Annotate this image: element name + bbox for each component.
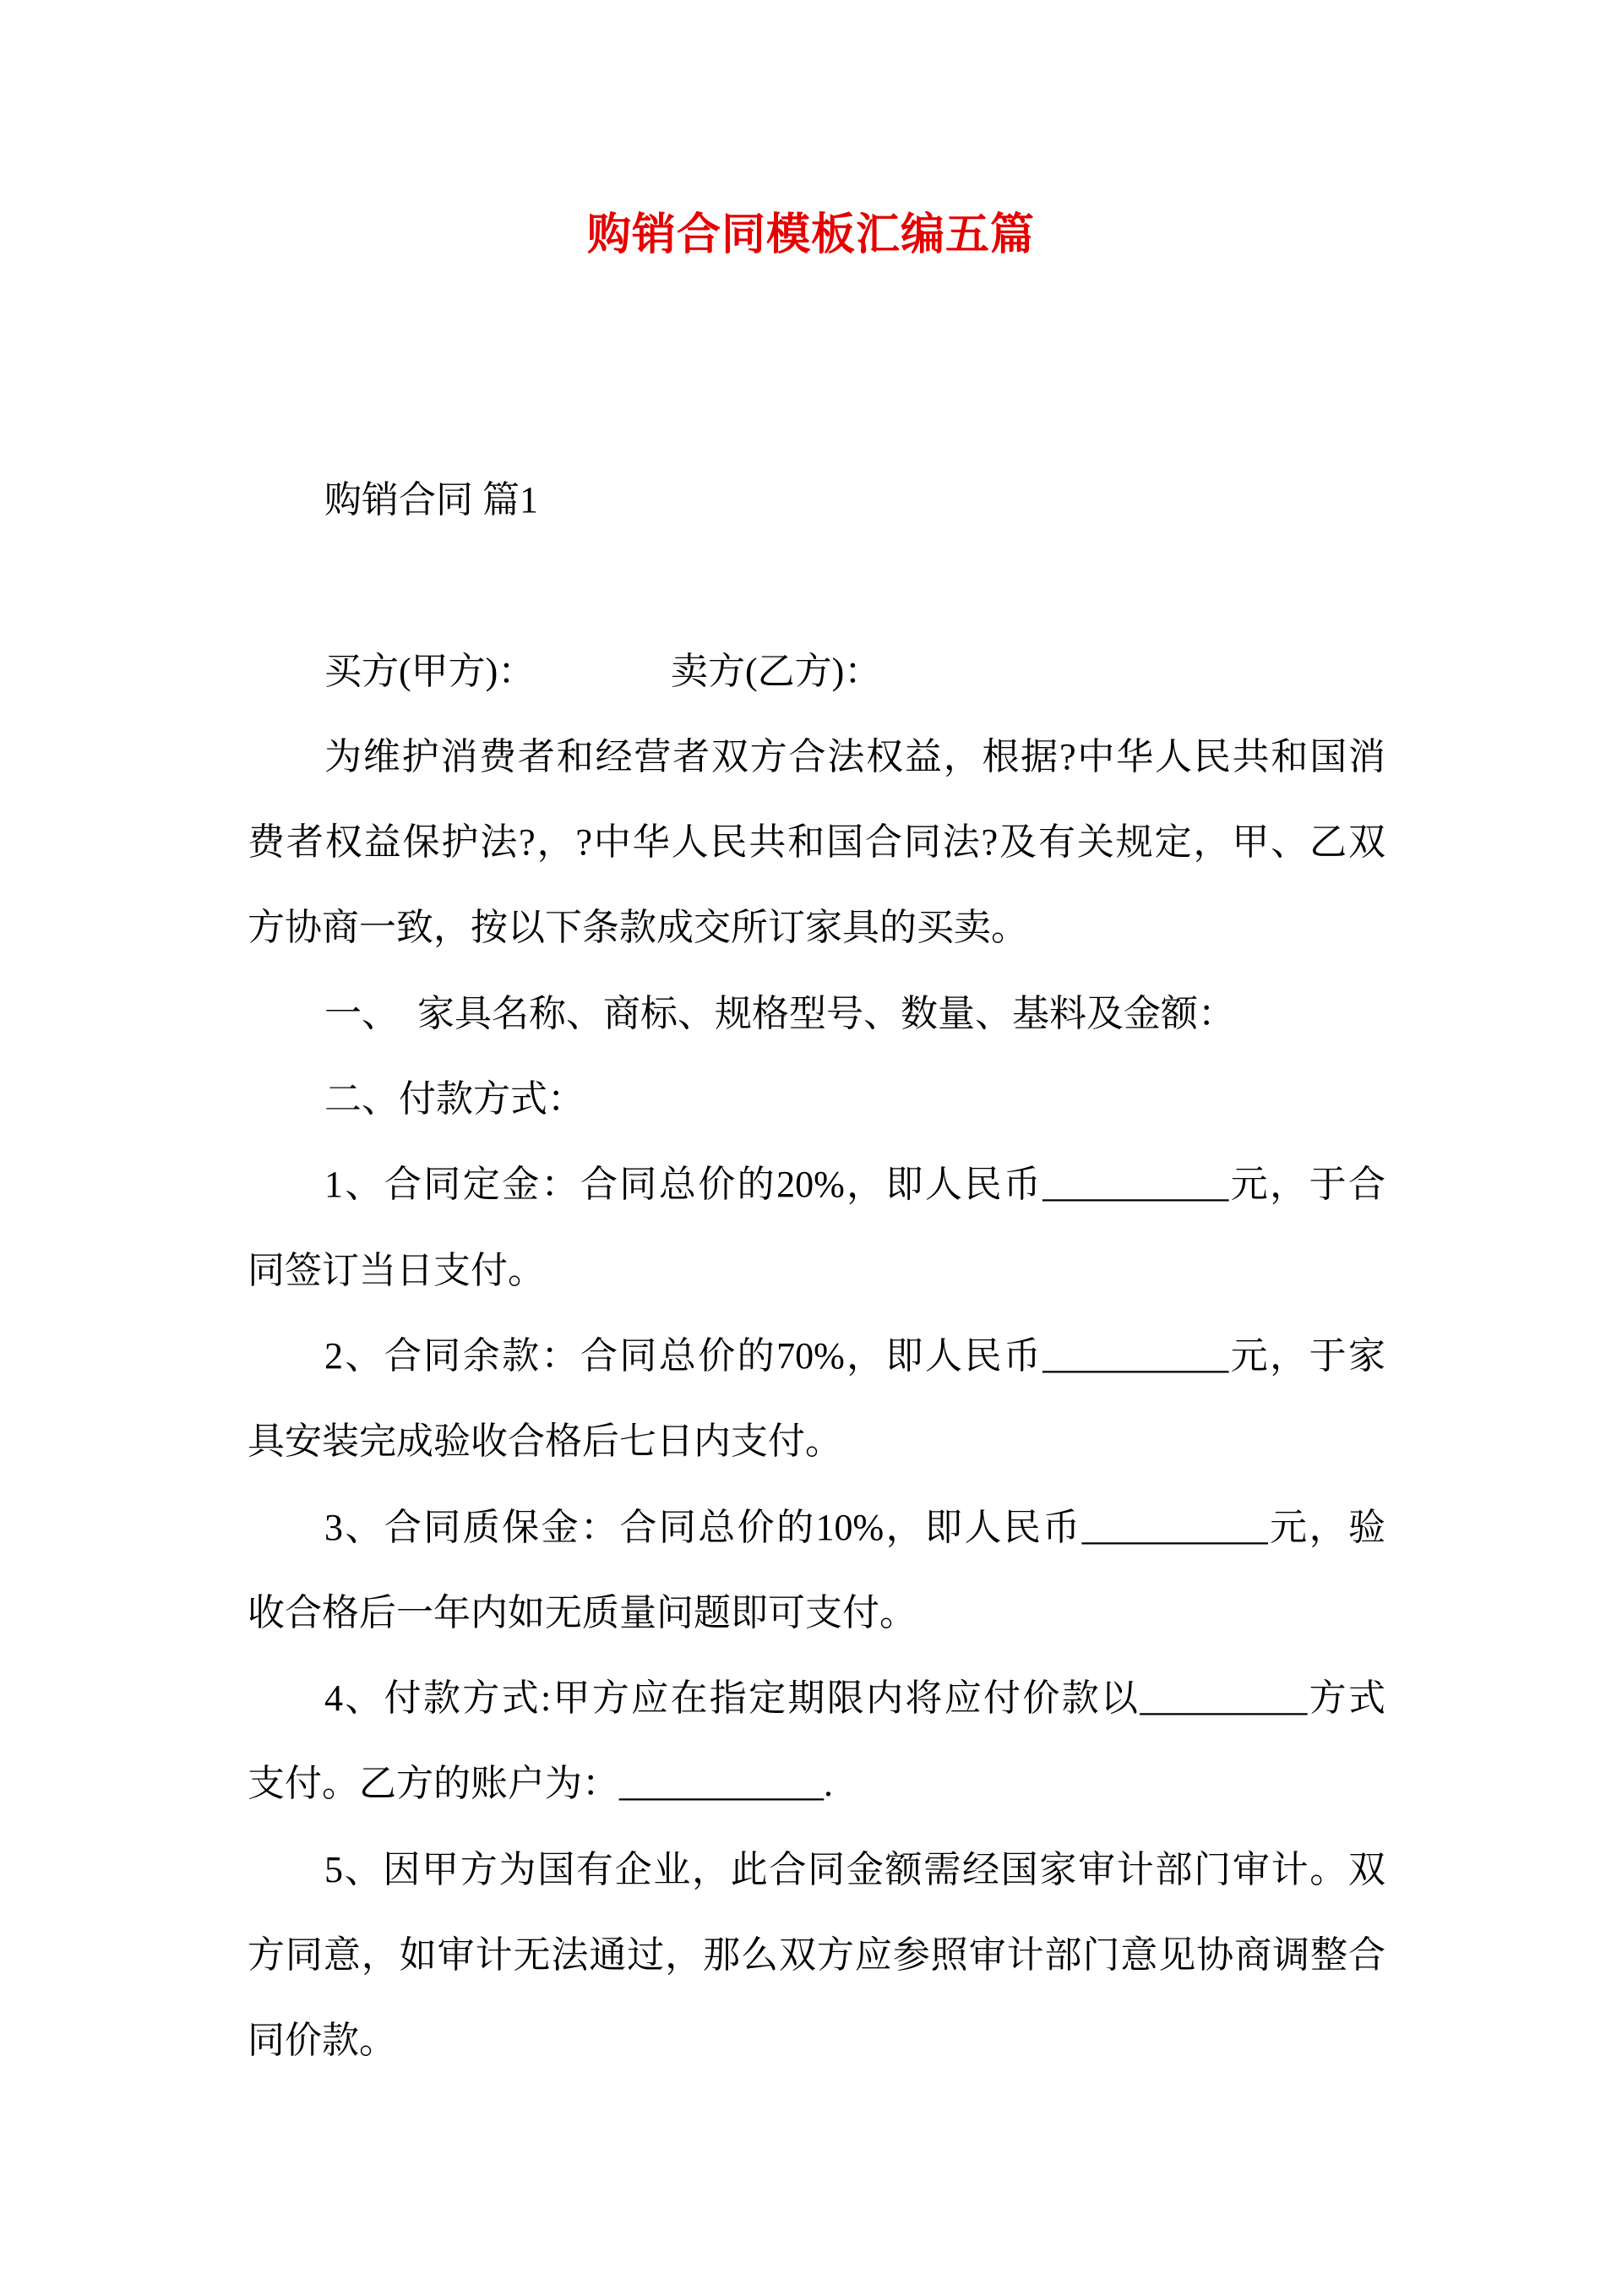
paragraph-line: 同签订当日支付。	[248, 1249, 545, 1291]
paragraph-line: 4、付款方式:甲方应在指定期限内将应付价款以_________方式	[324, 1677, 1385, 1720]
paragraph-line: 2、合同余款：合同总价的70%，即人民币__________元，于家	[324, 1334, 1385, 1377]
paragraph-line: 一、 家具名称、商标、规格型号、数量、基料及金额：	[324, 992, 1235, 1034]
paragraph-line: 同价款。	[248, 2020, 396, 2062]
document-body	[248, 457, 1385, 2084]
paragraph-line: 3、合同质保金：合同总价的10%，即人民币__________元，验	[324, 1506, 1385, 1548]
paragraph-line: 二、付款方式：	[324, 1078, 585, 1121]
parties-line	[248, 629, 1385, 714]
payment-item-1	[248, 1142, 1385, 1313]
payment-item-5	[248, 1827, 1385, 2084]
paragraph-preamble	[248, 714, 1385, 971]
paragraph-line: 收合格后一年内如无质量问题即可支付。	[248, 1591, 917, 1633]
clause-two	[248, 1056, 1385, 1142]
seller-label: 卖方(乙方)：	[671, 650, 882, 692]
paragraph-line: 方协商一致，按以下条款成交所订家具的买卖。	[248, 907, 1028, 949]
clause-one	[248, 971, 1385, 1056]
payment-item-2	[248, 1313, 1385, 1485]
paragraph-line: 支付。乙方的账户为：___________.	[248, 1763, 833, 1805]
section-heading: 购销合同 篇1	[324, 479, 538, 521]
document-title: 购销合同模板汇编五篇	[586, 211, 1035, 259]
payment-item-3	[248, 1485, 1385, 1656]
paragraph-line: 5、因甲方为国有企业，此合同金额需经国家审计部门审计。双	[324, 1848, 1385, 1890]
paragraph-line: 1、合同定金：合同总价的20%，即人民币__________元，于合	[324, 1164, 1385, 1206]
paragraph-line: 费者权益保护法?，?中华人民共和国合同法?及有关规定，甲、乙双	[248, 821, 1385, 864]
paragraph-line: 为维护消费者和经营者双方合法权益，根据?中华人民共和国消	[324, 735, 1385, 777]
buyer-label: 买方(甲方)：	[324, 650, 536, 692]
paragraph-line: 具安装完成验收合格后七日内支付。	[248, 1421, 842, 1463]
paragraph-line: 方同意，如审计无法通过，那么双方应参照审计部门意见协商调整合	[248, 1934, 1385, 1977]
payment-item-4	[248, 1655, 1385, 1827]
